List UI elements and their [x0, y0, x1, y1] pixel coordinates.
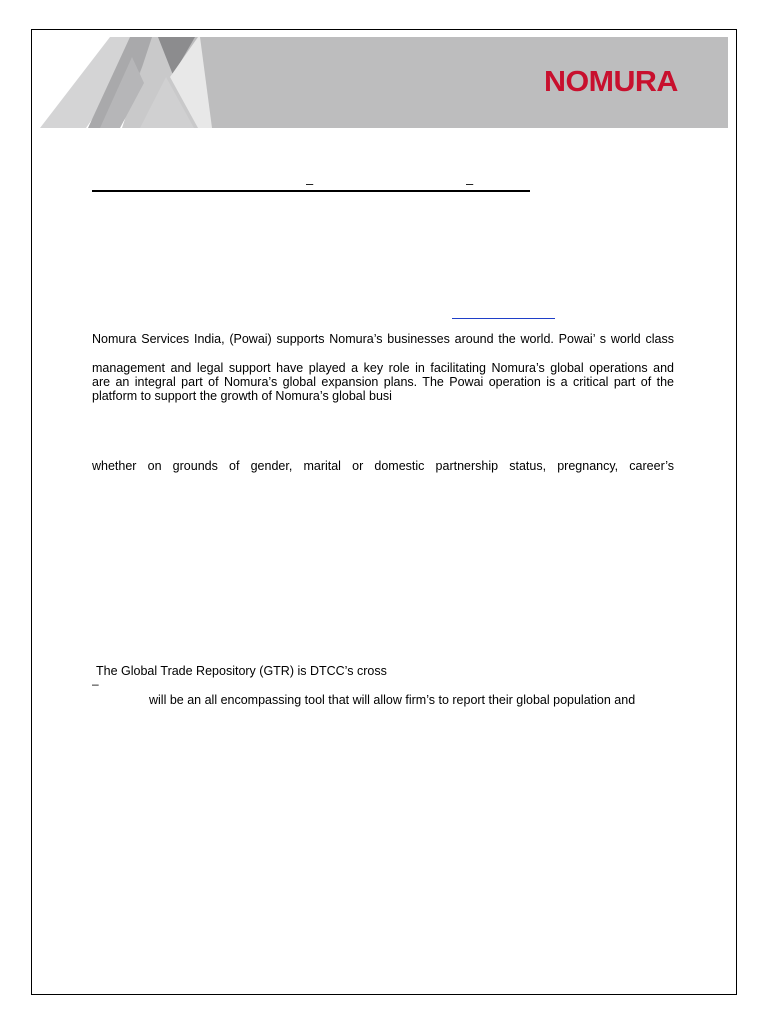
paragraph-gtr: The Global Trade Repository (GTR) is DTCC’s cross	[96, 664, 387, 678]
paragraph-operations-line-1: management and legal support have played a key role in facilitating Nomura’s global operations and	[92, 361, 674, 375]
paragraph-operations-line-2: are an integral part of Nomura’s global expansion plans. The Powai operation is a critical part of the	[92, 375, 674, 389]
title-dash-1: –	[306, 176, 314, 191]
page-border	[31, 29, 737, 995]
title-dash-2: –	[466, 176, 474, 191]
paragraph-reporting-tool: will be an all encompassing tool that will allow firm’s to report their global population and	[149, 693, 636, 707]
nomura-logo: NOMURA	[544, 66, 678, 98]
paragraph-operations-line-3: platform to support the growth of Nomura’s global busi	[92, 389, 392, 403]
paragraph-diversity: whether on grounds of gender, marital or domestic partnership status, pregnancy, career’s	[92, 459, 674, 473]
hyperlink-underline[interactable]	[452, 318, 555, 319]
gtr-dash: –	[92, 677, 99, 691]
paragraph-intro: Nomura Services India, (Powai) supports Nomura’s businesses around the world. Powai’ s world class	[92, 332, 674, 346]
